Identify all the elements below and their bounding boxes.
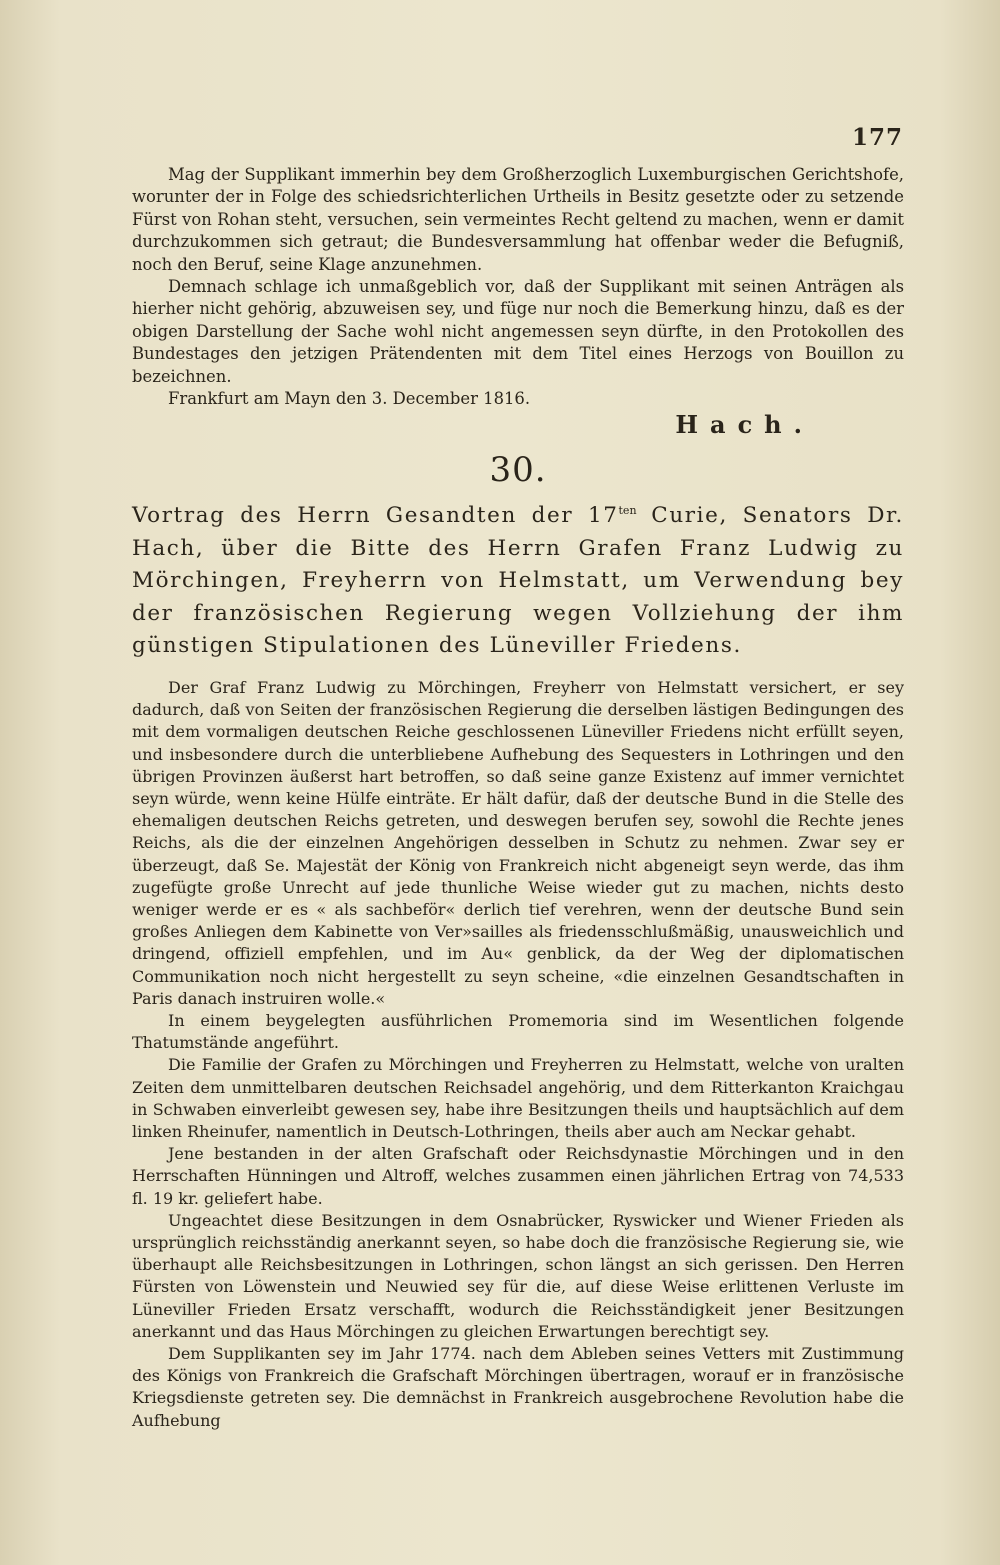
section-paragraph-4: Jene bestanden in der alten Grafschaft oder Reichsdynastie Mörchingen und in den Herrschaften Hünningen und Altroff, welches zusammen einen jährlichen Ertrag von 74,533 fl. 19 kr. geliefert habe. bbox=[132, 1144, 904, 1208]
signature: Hach. bbox=[675, 410, 814, 440]
section-body bbox=[132, 677, 904, 1432]
section-heading-rest: Curie, Senators Dr. Hach, über die Bitte des Herrn Grafen Franz Ludwig zu Mörchingen, Freyherrn von Helmstatt, um Verwendung bey der französischen Regierung wegen Vollziehung der ihm günstigen Stipulationen des Lüneviller Friedens. bbox=[132, 503, 904, 659]
section-number: 30. bbox=[489, 449, 547, 490]
section-paragraph-3: Die Familie der Grafen zu Mörchingen und Freyherren zu Helmstatt, welche von uralten Zeiten dem unmittelbaren deutschen Reichsadel angehörig, und dem Ritterkanton Kraichgau in Schwaben einverleibt gewesen sey, habe ihre Besitzungen theils und hauptsächlich auf dem linken Rheinufer, namentlich in Deutsch-Lothringen, theils aber auch am Neckar gehabt. bbox=[132, 1055, 904, 1141]
section-paragraph-2: In einem beygelegten ausführlichen Promemoria sind im Wesentlichen folgende Thatumstände angeführt. bbox=[132, 1010, 904, 1053]
section-heading-superscript: ten bbox=[618, 504, 637, 518]
prior-paragraph-1: Mag der Supplikant immerhin bey dem Großherzoglich Luxemburgischen Gerichtshofe, worunter der in Folge des schiedsrichterlichen Urtheils in Besitz gesetzte oder zu setzende Fürst von Rohan steht, versuchen, sein vermeintes Recht geltend zu machen, wenn er damit durchzukommen sich getraut; die Bundesversammlung hat offenbar weder die Befugniß, noch den Beruf, seine Klage anzunehmen. bbox=[132, 165, 904, 274]
page-body bbox=[132, 164, 904, 1432]
dateline: Frankfurt am Mayn den 3. December 1816. bbox=[168, 389, 531, 409]
page-number: 177 bbox=[852, 124, 904, 151]
section-heading-start: Vortrag des Herrn Gesandten der 17 bbox=[132, 503, 619, 529]
section-heading bbox=[132, 495, 904, 663]
prior-paragraph-2: Demnach schlage ich unmaßgeblich vor, daß der Supplikant mit seinen Anträgen als hierher nicht gehörig, abzuweisen sey, und füge nur noch die Bemerkung hinzu, daß es der obigen Darstellung der Sache wohl nicht angemessen seyn dürfte, in den Protokollen des Bundestages den jetzigen Prätendenten mit dem Titel eines Herzogs von Bouillon zu bezeichnen. bbox=[132, 277, 904, 386]
section-paragraph-6: Dem Supplikanten sey im Jahr 1774. nach dem Ableben seines Vetters mit Zustimmung des Königs von Frankreich die Grafschaft Mörchingen übertragen, worauf er in französische Kriegsdienste getreten sey. Die demnächst in Frankreich ausgebrochene Revolution habe die Aufhebung bbox=[132, 1344, 904, 1430]
section-paragraph-1: Der Graf Franz Ludwig zu Mörchingen, Freyherr von Helmstatt versichert, er sey dadurch, daß von Seiten der französischen Regierung die derselben lästigen Bedingungen des mit dem vormaligen deutschen Reiche geschlossenen Lüneviller Friedens nicht erfüllt seyen, und insbesondere durch die unterbliebene Aufhebung des Sequesters in Lothringen und den übrigen Provinzen äußerst hart betroffen, so daß seine ganze Existenz auf immer vernichtet seyn würde, wenn keine Hülfe einträte. Er hält dafür, daß der deutsche Bund in die Stelle des ehemaligen deutschen Reichs getreten, und deswegen berufen sey, sowohl die Rechte jenes Reichs, als die der einzelnen Angehörigen desselben in Schutz zu nehmen. Zwar sey er überzeugt, daß Se. Majestät der König von Frankreich nicht abgeneigt seyn werde, das ihm zugefügte große Unrecht auf jede thunliche Weise wieder gut zu machen, nichts desto weniger werde er es « als sachbeför« derlich tief verehren, wenn der deutsche Bund sein großes Anliegen dem Kabinette von Ver»sailles als friedensschlußmäßig, unausweichlich und dringend, offiziell empfehlen, und im Au« genblick, da der Weg der diplomatischen Communikation noch nicht hergestellt zu seyn scheine, «die einzelnen Gesandtschaften in Paris danach instruiren wolle.« bbox=[132, 677, 904, 1008]
section-paragraph-5: Ungeachtet diese Besitzungen in dem Osnabrücker, Ryswicker und Wiener Frieden als ursprünglich reichsständig anerkannt seyen, so habe doch die französische Regierung sie, wie überhaupt alle Reichsbesitzungen in Lothringen, schon längst an sich gerissen. Den Herren Fürsten von Löwenstein und Neuwied sey für die, auf diese Weise erlittenen Verluste im Lüneviller Frieden Ersatz verschafft, wodurch die Reichsständigkeit jener Besitzungen anerkannt und das Haus Mörchingen zu gleichen Erwartungen berechtigt sey. bbox=[132, 1210, 904, 1341]
